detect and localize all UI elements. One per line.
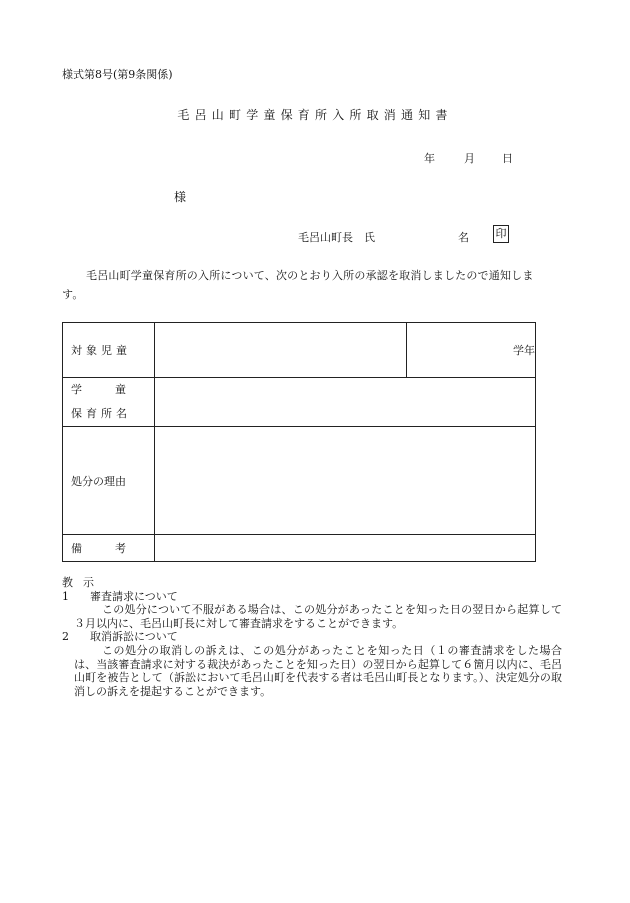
document-title: 毛呂山町学童保育所入所取消通知書: [177, 108, 453, 122]
issuer-name-suffix: 名: [458, 231, 469, 244]
facility-label: [63, 378, 155, 427]
reason-label: 処分の理由: [63, 427, 155, 535]
issuer-line: [298, 229, 469, 245]
date-month: 月: [464, 152, 475, 165]
table-row-reason: [63, 427, 536, 535]
target-child-label: 対象児童: [63, 323, 155, 378]
target-child-field[interactable]: [155, 323, 407, 378]
remarks-label: 備 考: [63, 535, 155, 562]
table-row-facility: [63, 378, 536, 427]
instructions: [62, 576, 562, 698]
instruction-item-1-text: この処分について不服がある場合は、この処分があったことを知った日の翌日から起算して３月以内に、毛呂山町長に対して審査請求をすることができます。: [74, 603, 562, 630]
instructions-heading: 教示: [62, 576, 104, 589]
remarks-field[interactable]: [155, 535, 536, 562]
facility-field[interactable]: [155, 378, 536, 427]
seal-box: 印: [493, 225, 509, 243]
instruction-item-1-heading: 審査請求について: [90, 589, 178, 603]
addressee-suffix: 様: [174, 190, 187, 204]
facility-label-line2: 保育所名: [71, 407, 131, 420]
issuer-label: 毛呂山町長 氏: [298, 231, 375, 244]
instruction-item-2-text: この処分の取消しの訴えは、この処分があったことを知った日（１の審査請求をした場合は、当該審査請求に対する裁決があったことを知った日）の翌日から起算して６箇月以内に、毛呂山町を被告として（訴訟において毛呂山町を代表する者は毛呂山町長となります。）、決定処分の取消しの訴えを提起することができます。: [74, 643, 562, 698]
instruction-item-2-title: [62, 630, 562, 644]
grade-suffix: 学年: [513, 344, 535, 357]
facility-label-line1: 学 童: [71, 383, 126, 396]
instruction-item-2-heading: 取消訴訟について: [90, 630, 178, 644]
table-row-target-child: [63, 323, 536, 378]
grade-field[interactable]: [407, 323, 536, 378]
instruction-item-2-number: 2: [62, 630, 69, 644]
date-day: 日: [502, 152, 513, 165]
date-line: [424, 150, 513, 166]
form-number: 様式第8号(第9条関係): [62, 68, 173, 81]
reason-field[interactable]: [155, 427, 536, 535]
table-row-remarks: [63, 535, 536, 562]
date-year: 年: [424, 152, 435, 165]
form-table: [62, 322, 536, 562]
body-text: 毛呂山町学童保育所の入所について、次のとおり入所の承認を取消しましたので通知します。: [62, 269, 534, 301]
instruction-item-1-number: 1: [62, 589, 69, 603]
instruction-item-1-title: [62, 590, 562, 604]
